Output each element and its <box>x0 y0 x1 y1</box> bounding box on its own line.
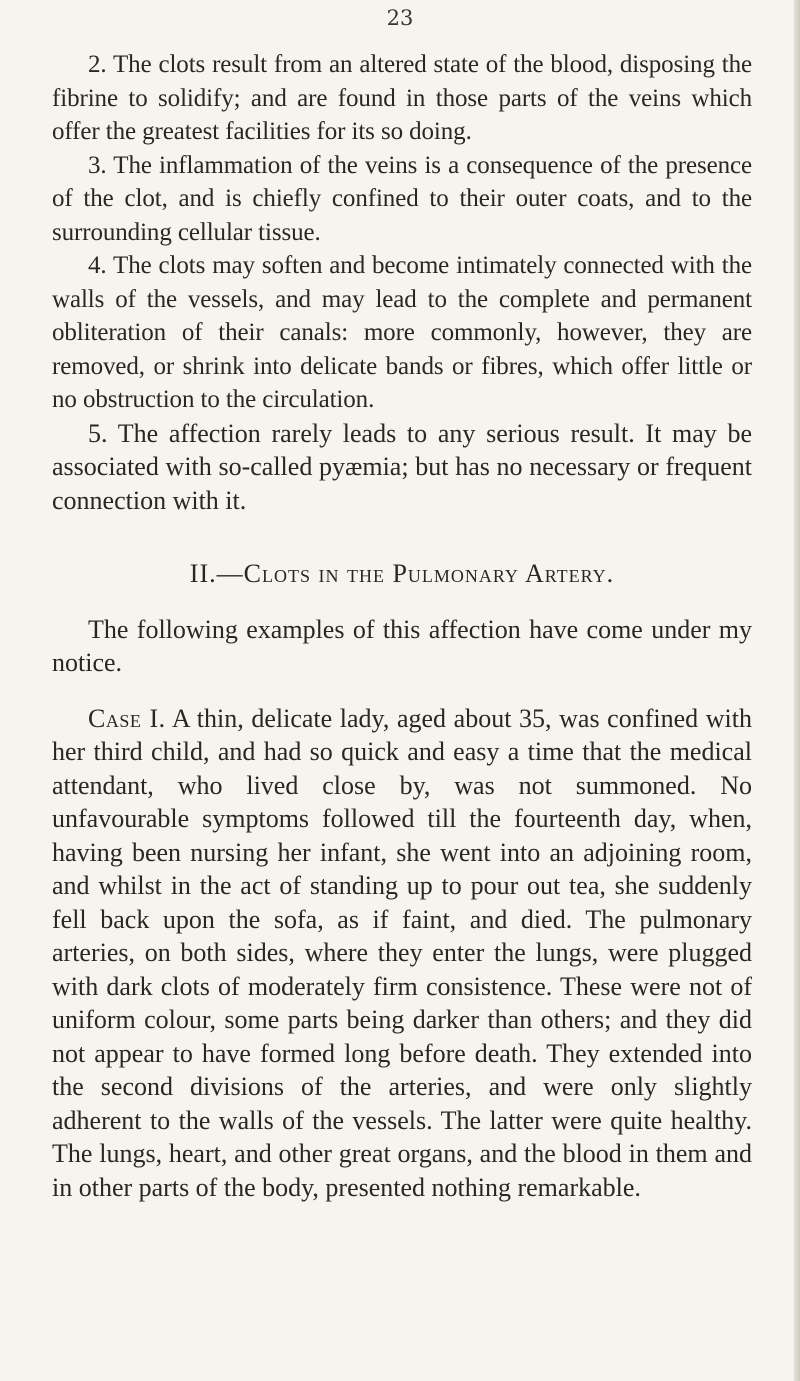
case-paragraph <box>52 702 752 1205</box>
scan-edge <box>794 0 800 1381</box>
paragraph-2: 2. The clots result from an altered state of the blood, disposing the fibrine to solidify; and are found in those parts of the veins which offer the greatest facilities for its so doing. <box>52 51 752 145</box>
section-heading: II.—Clots in the Pulmonary Artery. <box>189 559 615 588</box>
paragraph-4: 4. The clots may soften and become intimately connected with the walls of the vessels, and may lead to the complete and permanent obliteration of their canals: more commonly, however, they are removed, or shrink into delicate bands or fibres, which offer little or no obstruction to the circulation. <box>52 252 752 413</box>
case-label: Case I. <box>88 703 166 733</box>
paragraph-5: 5. The affection rarely leads to any serious result. It may be associated with so-called pyæmia; but has no necessary or frequent connection with it. <box>52 418 752 515</box>
paragraph-3: 3. The inflammation of the veins is a consequence of the presence of the clot, and is chiefly confined to their outer coats, and to the surrounding cellular tissue. <box>52 151 752 246</box>
spacer <box>52 680 752 702</box>
page-number: 23 <box>386 6 414 30</box>
section-intro: The following examples of this affection have come under my notice. <box>52 614 752 677</box>
case-text: A thin, delicate lady, aged about 35, was confined with her third child, and had so quick and easy a time that the medical attendant, who lived close by, was not summoned. No unfavourable symptoms followed till the fourteenth day, when, having been nursing her infant, she went into an adjoining room, and whilst in the act of standing up to pour out tea, she suddenly fell back upon the sofa, as if faint, and died. The pulmonary arteries, on both sides, where they enter the lungs, were plugged with dark clots of moderately firm consistence. These were not of uniform colour, some parts being darker than others; and they did not appear to have formed long before death. They extended into the second divisions of the arteries, and were only slightly adherent to the walls of the vessels. The latter were quite healthy. The lungs, heart, and other great organs, and the blood in them and in other parts of the body, presented nothing remarkable. <box>52 703 752 1202</box>
page-body <box>52 48 752 1204</box>
